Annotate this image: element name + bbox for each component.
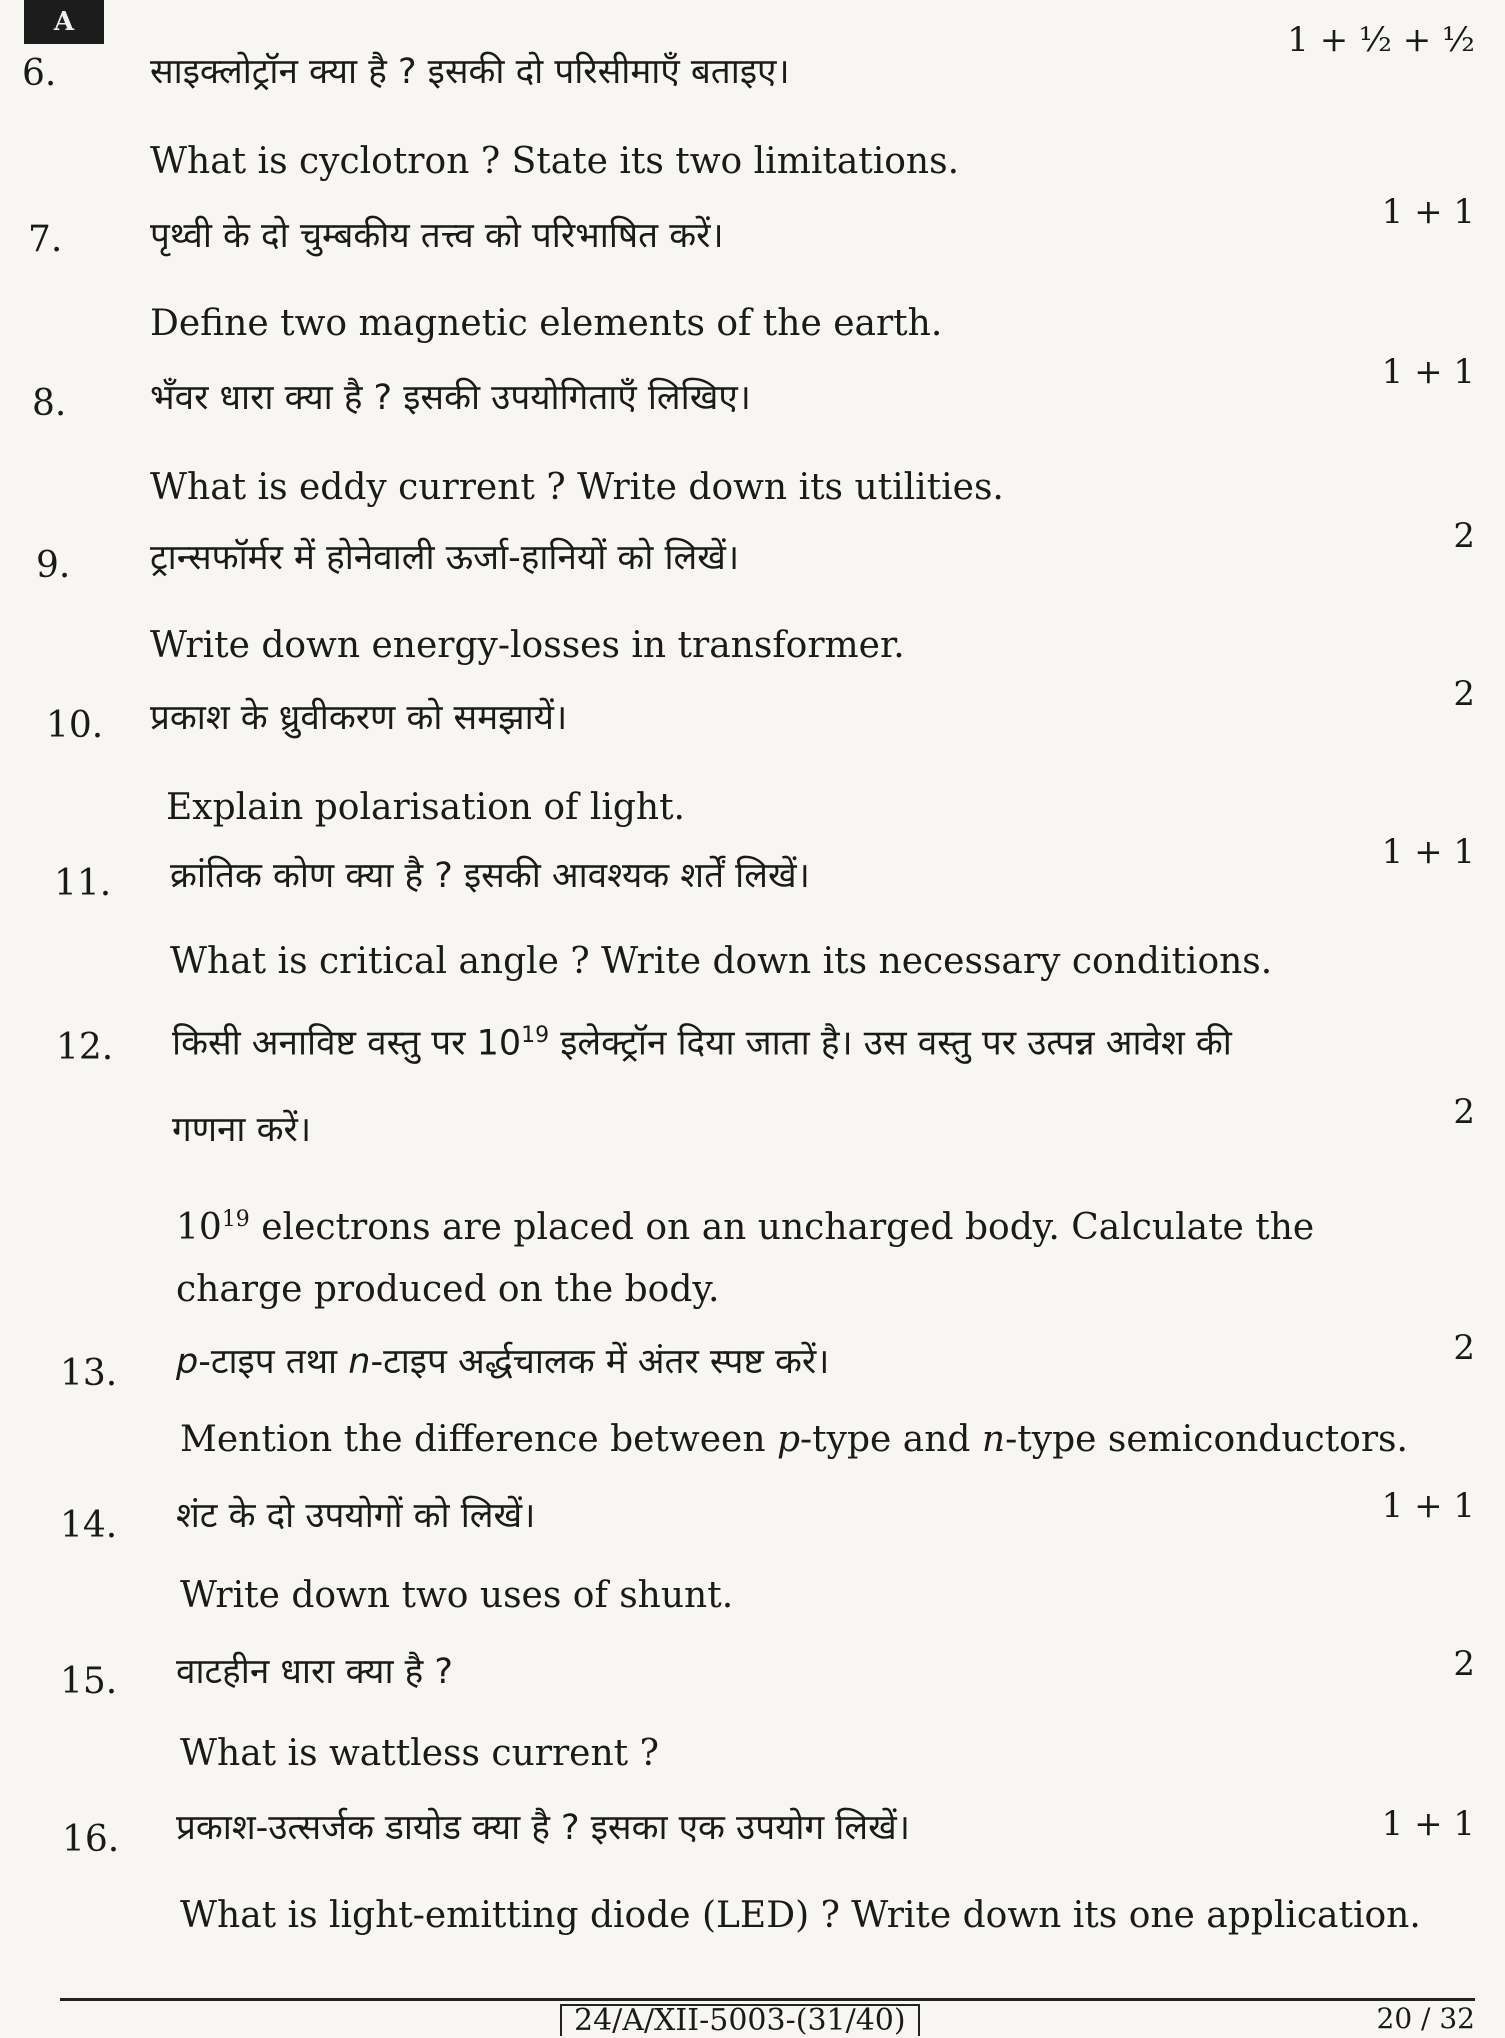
question-english: Write down two uses of shunt. xyxy=(180,1575,734,1616)
question-hindi-line-2: गणना करें। xyxy=(172,1110,312,1150)
english-text: Mention the difference between xyxy=(180,1419,777,1460)
question-english: What is wattless current ? xyxy=(180,1733,659,1774)
question-english: Write down energy-losses in transformer. xyxy=(150,625,905,666)
n-symbol: n xyxy=(981,1419,1006,1460)
question-hindi: पृथ्वी के दो चुम्बकीय तत्त्व को परिभाषित करें। xyxy=(150,216,724,256)
question-number: 11. xyxy=(54,863,112,904)
exponent: 19 xyxy=(521,1023,550,1048)
question-hindi-line-1 xyxy=(172,1014,1382,1066)
hindi-text: -टाइप अर्द्धचालक में अंतर स्पष्ट करें। xyxy=(370,1342,830,1382)
hindi-text: किसी अनाविष्ट वस्तु पर 10 xyxy=(172,1023,522,1064)
question-hindi: साइक्लोट्रॉन क्या है ? इसकी दो परिसीमाएँ बताइए। xyxy=(150,52,790,92)
question-english: What is eddy current ? Write down its utilities. xyxy=(150,467,1004,508)
question-marks: 2 xyxy=(1453,1092,1475,1132)
question-marks: 1 + 1 xyxy=(1381,192,1475,232)
question-number: 12. xyxy=(56,1027,114,1068)
question-number: 15. xyxy=(60,1661,118,1702)
english-text: -type and xyxy=(800,1419,982,1460)
question-number: 7. xyxy=(28,219,63,260)
question-number: 14. xyxy=(60,1505,118,1546)
question-english: What is critical angle ? Write down its necessary conditions. xyxy=(170,941,1273,982)
question-english: What is cyclotron ? State its two limitations. xyxy=(150,141,960,182)
question-english-line-1 xyxy=(176,1198,1476,1250)
question-english: Define two magnetic elements of the earth. xyxy=(150,303,943,344)
p-symbol: p xyxy=(176,1342,199,1382)
question-english-line-2: charge produced on the body. xyxy=(176,1269,720,1310)
question-number: 6. xyxy=(22,53,57,94)
p-symbol: p xyxy=(776,1419,800,1460)
paper-code: 24/A/XII-5003-(31/40) xyxy=(560,2004,920,2036)
question-number: 10. xyxy=(46,705,104,746)
question-hindi: वाटहीन धारा क्या है ? xyxy=(176,1652,453,1692)
question-english: What is light-emitting diode (LED) ? Write down its one application. xyxy=(180,1895,1421,1936)
question-marks: 1 + 1 xyxy=(1381,1486,1475,1526)
english-text: electrons are placed on an uncharged body. Calculate the xyxy=(249,1207,1315,1248)
english-text: -type semiconductors. xyxy=(1005,1419,1408,1460)
hindi-text: इलेक्ट्रॉन दिया जाता है। उस वस्तु पर उत्पन्न आवेश की xyxy=(549,1023,1232,1064)
marks-q6: 1 + ½ + ½ xyxy=(1287,20,1475,60)
question-hindi: ट्रान्सफॉर्मर में होनेवाली ऊर्जा-हानियों को लिखें। xyxy=(150,538,740,578)
question-marks: 1 + 1 xyxy=(1381,1804,1475,1844)
question-marks: 2 xyxy=(1453,674,1475,714)
corner-label: A xyxy=(24,0,104,44)
question-marks: 1 + 1 xyxy=(1381,832,1475,872)
question-marks: 2 xyxy=(1453,516,1475,556)
question-marks: 2 xyxy=(1453,1328,1475,1368)
question-hindi: क्रांतिक कोण क्या है ? इसकी आवश्यक शर्तें लिखें। xyxy=(170,856,810,896)
question-english xyxy=(180,1418,1480,1462)
question-number: 16. xyxy=(62,1819,120,1860)
question-hindi: भँवर धारा क्या है ? इसकी उपयोगिताएँ लिखिए। xyxy=(150,378,751,418)
n-symbol: n xyxy=(348,1342,371,1382)
question-hindi: प्रकाश के ध्रुवीकरण को समझायें। xyxy=(150,698,568,738)
question-hindi: प्रकाश-उत्सर्जक डायोड क्या है ? इसका एक उपयोग लिखें। xyxy=(176,1808,910,1848)
question-marks: 1 + 1 xyxy=(1381,352,1475,392)
question-number: 8. xyxy=(32,383,67,424)
page-number: 20 / 32 xyxy=(1376,2002,1475,2035)
english-text: 10 xyxy=(176,1207,222,1248)
exponent: 19 xyxy=(221,1207,250,1232)
question-hindi xyxy=(176,1340,1386,1384)
footer-rule xyxy=(60,1998,1475,2001)
question-marks: 2 xyxy=(1453,1644,1475,1684)
question-english: Explain polarisation of light. xyxy=(166,787,685,828)
question-number: 13. xyxy=(60,1353,118,1394)
question-number: 9. xyxy=(36,545,71,586)
hindi-text: -टाइप तथा xyxy=(198,1342,349,1382)
question-hindi: शंट के दो उपयोगों को लिखें। xyxy=(176,1496,536,1536)
